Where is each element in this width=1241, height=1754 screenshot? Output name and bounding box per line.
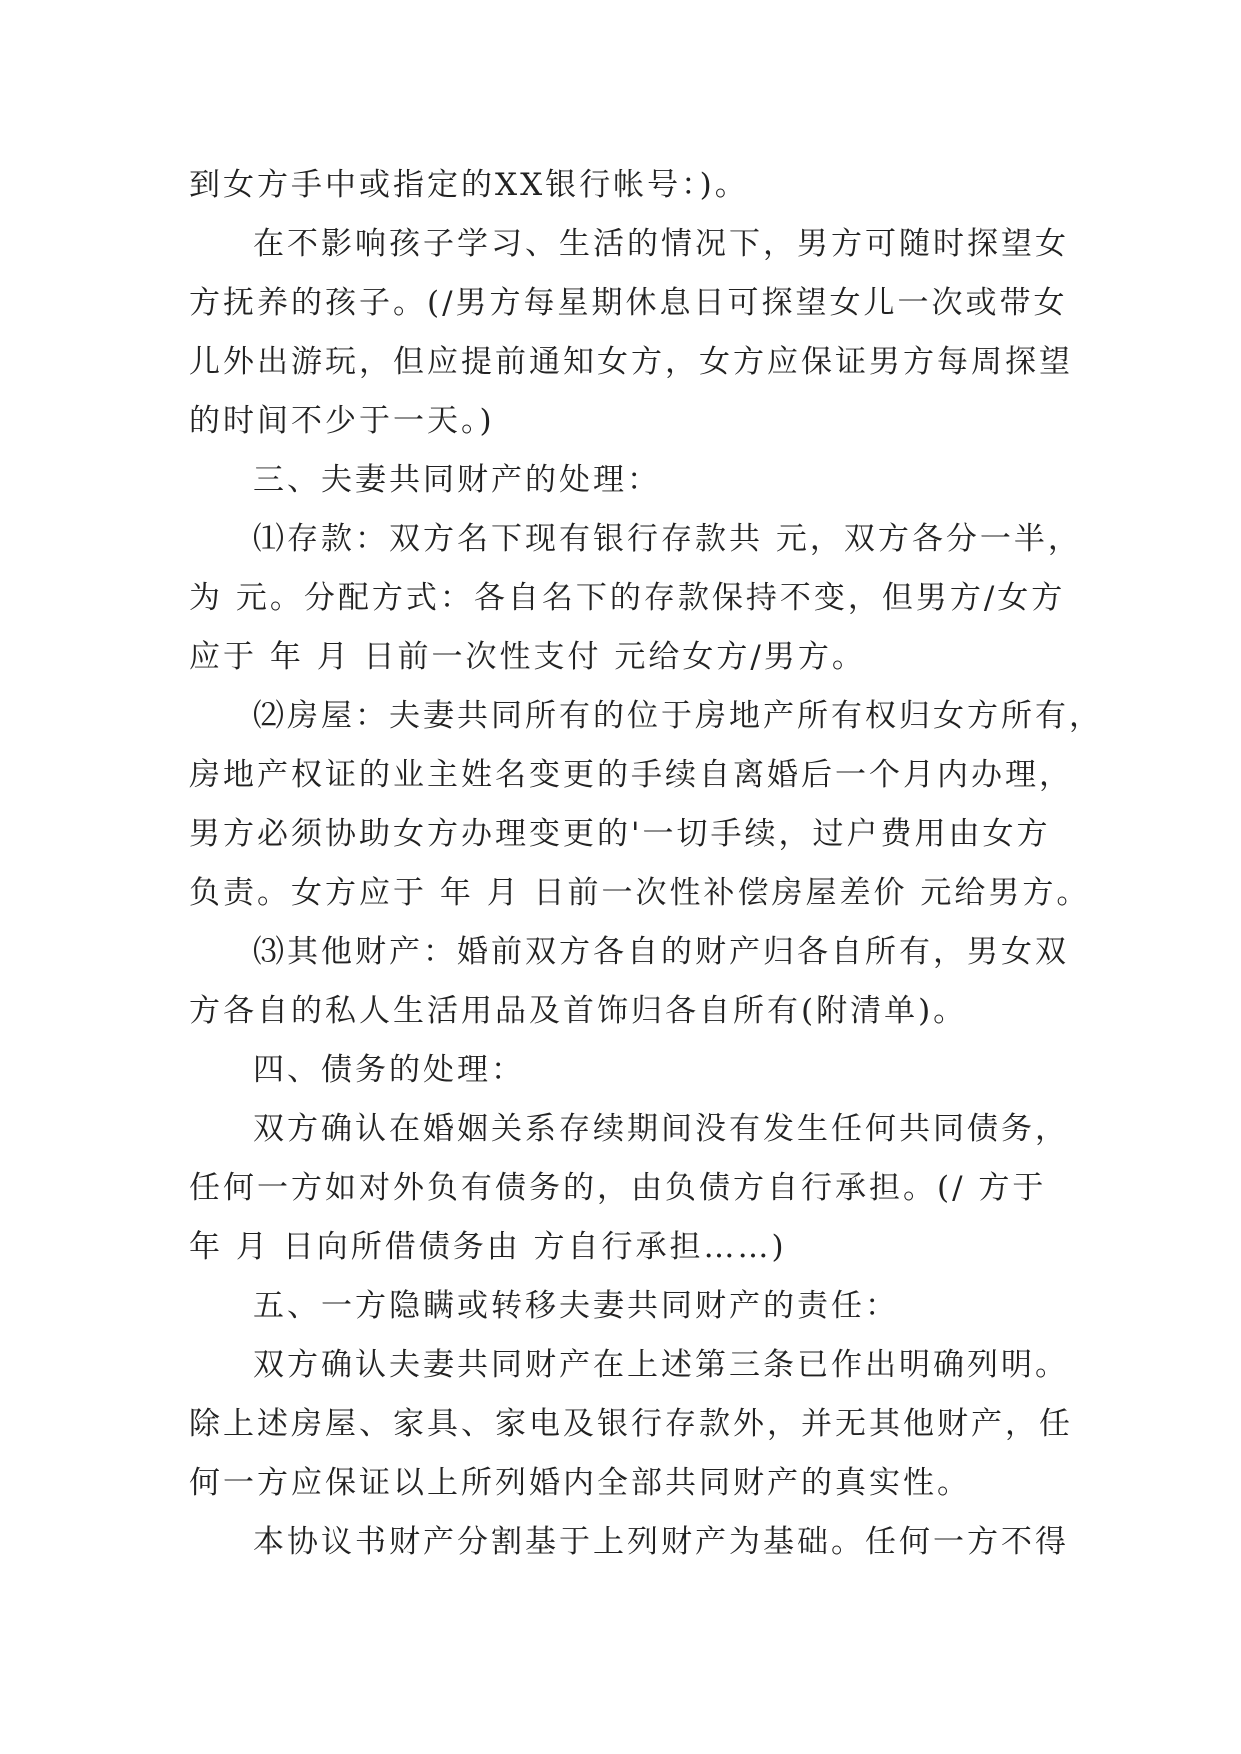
text-line-1: 到女方手中或指定的XX银行帐号：)。	[189, 167, 749, 203]
text-line-19: 年 月 日向所借债务由 方自行承担……)	[189, 1229, 787, 1265]
text-line-15: 方各自的私人生活用品及首饰归各自所有(附清单)。	[189, 993, 968, 1029]
text-line-10: ⑵房屋：夫妻共同所有的位于房地产所有权归女方所有，	[253, 698, 1103, 734]
text-line-3: 方抚养的孩子。(/男方每星期休息日可探望女儿一次或带女	[189, 285, 1068, 321]
text-line-22: 除上述房屋、家具、家电及银行存款外，并无其他财产，任	[189, 1406, 1073, 1442]
text-line-9: 应于 年 月 日前一次性支付 元给女方/男方。	[189, 639, 866, 675]
text-line-2: 在不影响孩子学习、生活的情况下，男方可随时探望女	[253, 226, 1069, 262]
text-line-13: 负责。女方应于 年 月 日前一次性补偿房屋差价 元给男方。	[189, 875, 1091, 911]
text-line-8: 为 元。分配方式：各自名下的存款保持不变，但男方/女方	[189, 580, 1066, 616]
section-heading-5: 五、一方隐瞒或转移夫妻共同财产的责任：	[253, 1288, 899, 1324]
section-heading-3: 三、夫妻共同财产的处理：	[253, 462, 661, 498]
text-line-14: ⑶其他财产：婚前双方各自的财产归各自所有，男女双	[253, 934, 1069, 970]
text-line-11: 房地产权证的业主姓名变更的手续自离婚后一个月内办理，	[189, 757, 1073, 793]
text-line-24: 本协议书财产分割基于上列财产为基础。任何一方不得	[253, 1524, 1069, 1560]
document-body	[189, 156, 1103, 1572]
text-line-21: 双方确认夫妻共同财产在上述第三条已作出明确列明。	[253, 1347, 1069, 1383]
text-line-18: 任何一方如对外负有债务的，由负债方自行承担。(/ 方于	[189, 1170, 1047, 1206]
text-line-23: 何一方应保证以上所列婚内全部共同财产的真实性。	[189, 1465, 971, 1501]
text-line-12: 男方必须协助女方办理变更的'一切手续，过户费用由女方	[189, 816, 1051, 852]
text-line-17: 双方确认在婚姻关系存续期间没有发生任何共同债务，	[253, 1111, 1069, 1147]
text-line-4: 儿外出游玩，但应提前通知女方，女方应保证男方每周探望	[189, 344, 1073, 380]
text-line-7: ⑴存款：双方名下现有银行存款共 元，双方各分一半，	[253, 521, 1082, 557]
text-line-5: 的时间不少于一天。)	[189, 403, 495, 439]
section-heading-4: 四、债务的处理：	[253, 1052, 525, 1088]
